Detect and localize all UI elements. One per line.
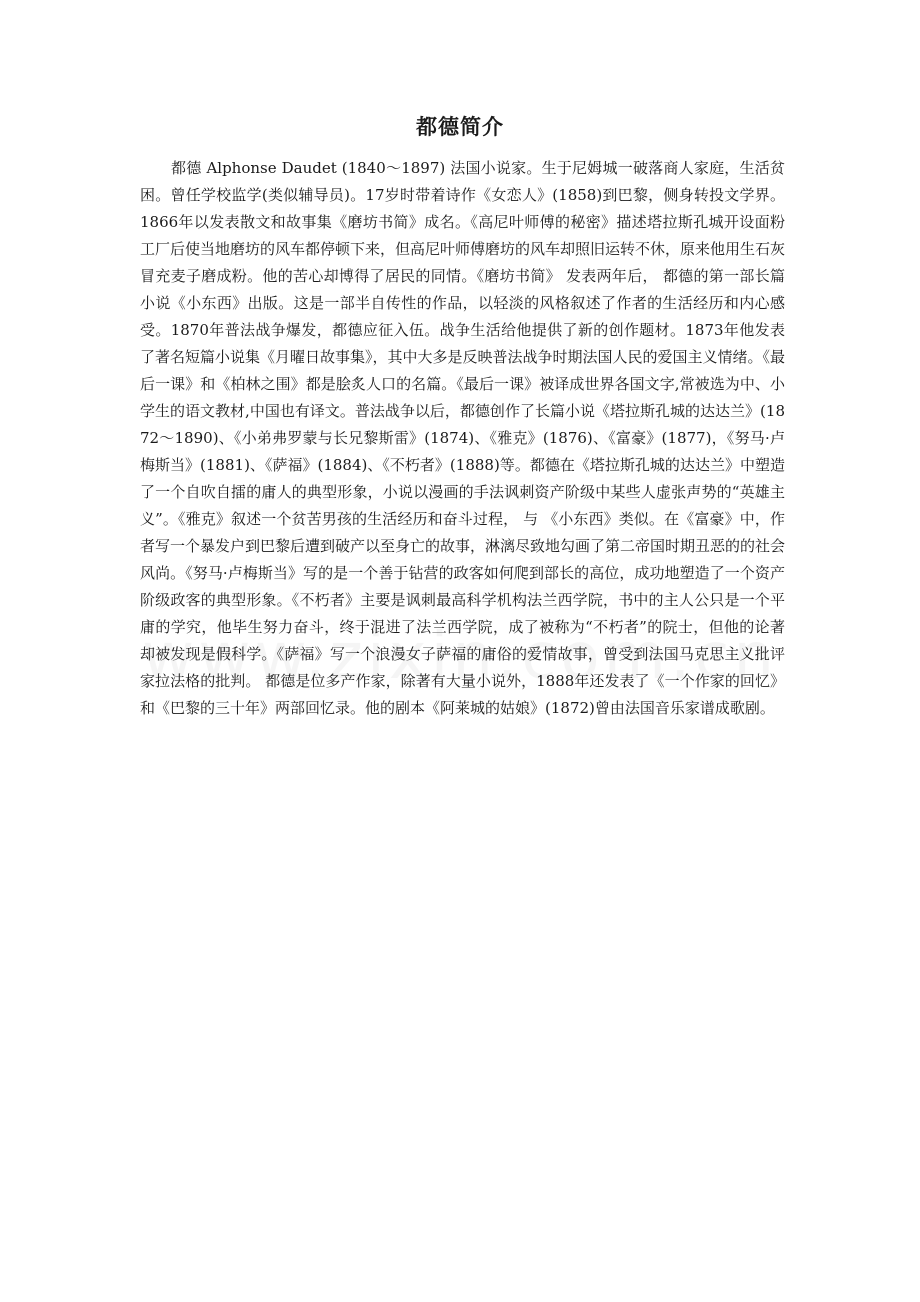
page-title: 都德简介 (416, 115, 504, 139)
body-paragraph: 都德 Alphonse Daudet (1840～1897) 法国小说家。生于尼姆城一破落商人家庭，生活贫困。曾任学校监学(类似辅导员)。17岁时带着诗作《女恋人》(1858)到巴黎，侧身转投文学界。1866年以发表散文和故事集《磨坊书简》成名。《高尼叶师傅的秘密》描述塔拉斯孔城开设面粉工厂后使当地磨坊的风车都停顿下来，但高尼叶师傅磨坊的风车却照旧运转不休，原来他用生石灰冒充麦子磨成粉。他的苦心却博得了居民的同情。《磨坊书简》 发表两年后， 都德的第一部长篇小说《小东西》出版。这是一部半自传性的作品，以轻淡的风格叙述了作者的生活经历和内心感受。1870年普法战争爆发，都德应征入伍。战争生活给他提供了新的创作题材。1873年他发表了著名短篇小说集《月曜日故事集》，其中大多是反映普法战争时期法国人民的爱国主义情绪。《最后一课》和《柏林之围》都是脍炙人口的名篇。《最后一课》被译成世界各国文字,常被选为中、小学生的语文教材,中国也有译文。普法战争以后，都德创作了长篇小说《塔拉斯孔城的达达兰》(1872～1890)、《小弟弗罗蒙与长兄黎斯雷》(1874)、《雅克》(1876)、《富豪》(1877)，《努马·卢梅斯当》(1881)、《萨福》(1884)、《不朽者》(1888)等。都德在《塔拉斯孔城的达达兰》中塑造了一个自吹自擂的庸人的典型形象，小说以漫画的手法讽刺资产阶级中某些人虚张声势的“英雄主义”。《雅克》叙述一个贫苦男孩的生活经历和奋斗过程， 与 《小东西》类似。在《富豪》中，作者写一个暴发户到巴黎后遭到破产以至身亡的故事，淋漓尽致地勾画了第二帝国时期丑恶的的社会风尚。《努马·卢梅斯当》写的是一个善于钻营的政客如何爬到部长的高位，成功地塑造了一个资产阶级政客的典型形象。《不朽者》主要是讽刺最高科学机构法兰西学院，书中的主人公只是一个平庸的学究，他毕生努力奋斗，终于混进了法兰西学院，成了被称为“不朽者”的院士，但他的论著却被发现是假科学。《萨福》写一个浪漫女子萨福的庸俗的爱情故事，曾受到法国马克思主义批评家拉法格的批判。 都德是位多产作家，除著有大量小说外，1888年还发表了《一个作家的回忆》和《巴黎的三十年》两部回忆录。他的剧本《阿莱城的姑娘》(1872)曾由法国音乐家谱成歌剧。 (140, 159, 786, 717)
